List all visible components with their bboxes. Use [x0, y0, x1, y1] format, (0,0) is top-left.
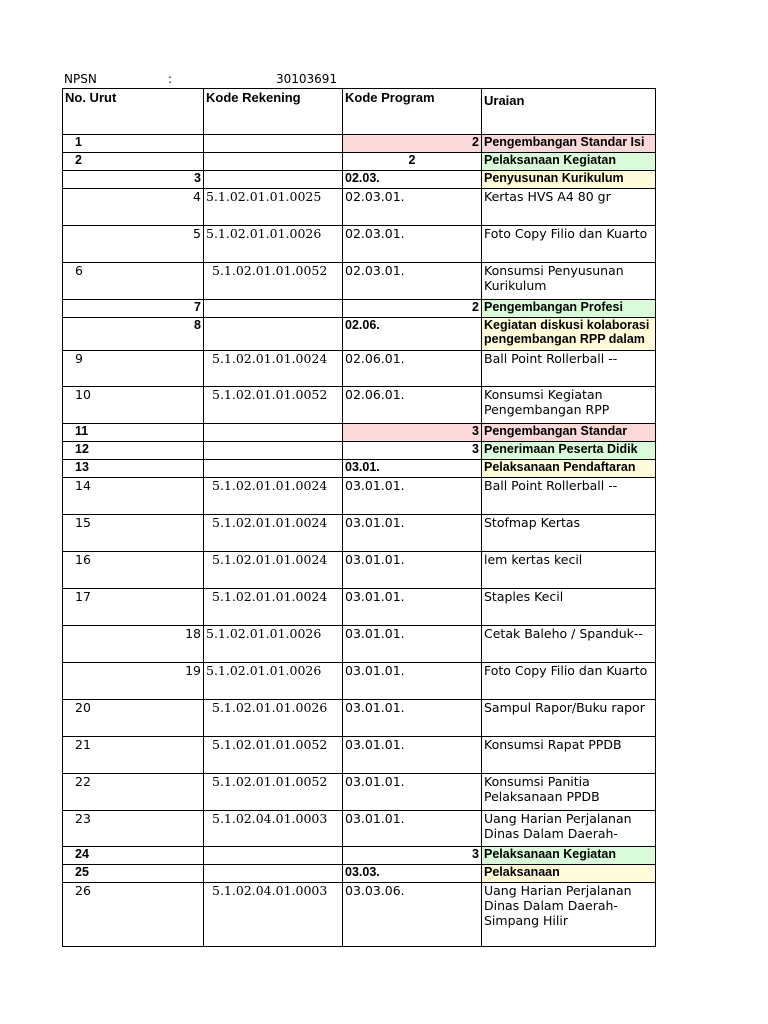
- table-row: [63, 515, 656, 552]
- cell-uraian: Pelaksanaan: [482, 865, 656, 883]
- table-row: [63, 171, 656, 189]
- cell-kode-program: 2: [343, 135, 482, 153]
- table-row: [63, 424, 656, 442]
- cell-kode-program: 02.03.01.: [343, 189, 482, 226]
- npsn-label: NPSN: [64, 72, 97, 86]
- cell-kode-program: 03.01.01.: [343, 700, 482, 737]
- cell-uraian: Uang Harian Perjalanan Dinas Dalam Daerah-Simpang Hilir: [482, 883, 656, 947]
- cell-kode-program: 03.01.01.: [343, 663, 482, 700]
- cell-kode-program: 03.01.01.: [343, 552, 482, 589]
- cell-kode-program: 02.06.01.: [343, 351, 482, 387]
- cell-kode-program: 02.06.: [343, 318, 482, 351]
- table-row: [63, 811, 656, 847]
- cell-no-urut: 23: [63, 811, 204, 847]
- cell-kode-program: 02.03.01.: [343, 263, 482, 300]
- cell-kode-rekening: [204, 460, 343, 478]
- cell-kode-rekening: [204, 300, 343, 318]
- cell-no-urut: 4: [63, 189, 204, 226]
- cell-uraian: Foto Copy Filio dan Kuarto: [482, 663, 656, 700]
- cell-no-urut: 3: [63, 171, 204, 189]
- cell-uraian: Kertas HVS A4 80 gr: [482, 189, 656, 226]
- cell-kode-program: 03.01.01.: [343, 737, 482, 774]
- cell-kode-rekening: 5.1.02.04.01.0003: [204, 883, 343, 947]
- cell-kode-rekening: 5.1.02.01.01.0052: [204, 387, 343, 424]
- cell-kode-rekening: 5.1.02.01.01.0052: [204, 737, 343, 774]
- cell-uraian: Konsumsi Penyusunan Kurikulum: [482, 263, 656, 300]
- cell-kode-program: 3: [343, 847, 482, 865]
- cell-kode-rekening: 5.1.02.01.01.0024: [204, 515, 343, 552]
- cell-kode-program: 03.01.01.: [343, 626, 482, 663]
- cell-no-urut: 21: [63, 737, 204, 774]
- table-row: [63, 153, 656, 171]
- cell-kode-rekening: [204, 135, 343, 153]
- header-uraian: Uraian: [482, 89, 656, 135]
- cell-no-urut: 16: [63, 552, 204, 589]
- header-row: [63, 89, 656, 135]
- cell-uraian: lem kertas kecil: [482, 552, 656, 589]
- table-row: [63, 700, 656, 737]
- cell-uraian: Konsumsi Panitia Pelaksanaan PPDB: [482, 774, 656, 811]
- table-row: [63, 318, 656, 351]
- budget-table: [62, 88, 656, 947]
- cell-uraian: Stofmap Kertas: [482, 515, 656, 552]
- cell-kode-rekening: [204, 424, 343, 442]
- cell-kode-program: 03.03.06.: [343, 883, 482, 947]
- npsn-line: [64, 72, 654, 88]
- cell-no-urut: 5: [63, 226, 204, 263]
- cell-kode-program: 02.06.01.: [343, 387, 482, 424]
- cell-no-urut: 15: [63, 515, 204, 552]
- cell-uraian: Sampul Rapor/Buku rapor: [482, 700, 656, 737]
- cell-uraian: Ball Point Rollerball --: [482, 478, 656, 515]
- cell-uraian: Pelaksanaan Pendaftaran: [482, 460, 656, 478]
- cell-uraian: Pelaksanaan Kegiatan: [482, 847, 656, 865]
- cell-kode-program: 03.01.01.: [343, 478, 482, 515]
- cell-uraian: Uang Harian Perjalanan Dinas Dalam Daerah-: [482, 811, 656, 847]
- cell-uraian: Staples Kecil: [482, 589, 656, 626]
- cell-kode-rekening: 5.1.02.01.01.0026: [204, 626, 343, 663]
- table-row: [63, 135, 656, 153]
- table-row: [63, 737, 656, 774]
- cell-kode-program: 03.01.01.: [343, 515, 482, 552]
- cell-kode-program: 03.03.: [343, 865, 482, 883]
- table-row: [63, 263, 656, 300]
- table-row: [63, 774, 656, 811]
- table-row: [63, 226, 656, 263]
- npsn-colon: :: [168, 72, 173, 86]
- cell-kode-rekening: 5.1.02.01.01.0052: [204, 263, 343, 300]
- table-row: [63, 663, 656, 700]
- cell-uraian: Penerimaan Peserta Didik: [482, 442, 656, 460]
- table-row: [63, 300, 656, 318]
- cell-no-urut: 1: [63, 135, 204, 153]
- cell-uraian: Pelaksanaan Kegiatan: [482, 153, 656, 171]
- cell-uraian: Konsumsi Rapat PPDB: [482, 737, 656, 774]
- header-kode-program: Kode Program: [343, 89, 482, 135]
- table-row: [63, 589, 656, 626]
- cell-no-urut: 8: [63, 318, 204, 351]
- cell-uraian: Foto Copy Filio dan Kuarto: [482, 226, 656, 263]
- cell-kode-rekening: [204, 865, 343, 883]
- table-row: [63, 442, 656, 460]
- cell-no-urut: 20: [63, 700, 204, 737]
- header-kode-rekening: Kode Rekening: [204, 89, 343, 135]
- cell-kode-rekening: [204, 171, 343, 189]
- cell-no-urut: 19: [63, 663, 204, 700]
- cell-kode-rekening: 5.1.02.01.01.0052: [204, 774, 343, 811]
- cell-uraian: Cetak Baleho / Spanduk--: [482, 626, 656, 663]
- cell-kode-program: 3: [343, 424, 482, 442]
- table-row: [63, 865, 656, 883]
- cell-kode-rekening: 5.1.02.01.01.0026: [204, 700, 343, 737]
- cell-kode-program: 03.01.01.: [343, 774, 482, 811]
- cell-no-urut: 6: [63, 263, 204, 300]
- cell-uraian: Konsumsi Kegiatan Pengembangan RPP: [482, 387, 656, 424]
- cell-uraian: Pengembangan Standar: [482, 424, 656, 442]
- cell-no-urut: 2: [63, 153, 204, 171]
- cell-kode-rekening: 5.1.02.01.01.0024: [204, 478, 343, 515]
- cell-no-urut: 17: [63, 589, 204, 626]
- npsn-value: 30103691: [276, 72, 338, 86]
- cell-kode-rekening: 5.1.02.01.01.0025: [204, 189, 343, 226]
- cell-uraian: Pengembangan Standar Isi: [482, 135, 656, 153]
- cell-kode-rekening: 5.1.02.01.01.0026: [204, 663, 343, 700]
- table-row: [63, 847, 656, 865]
- cell-no-urut: 22: [63, 774, 204, 811]
- cell-no-urut: 25: [63, 865, 204, 883]
- table-row: [63, 552, 656, 589]
- cell-kode-rekening: [204, 318, 343, 351]
- cell-no-urut: 13: [63, 460, 204, 478]
- cell-kode-program: 03.01.01.: [343, 589, 482, 626]
- cell-no-urut: 18: [63, 626, 204, 663]
- cell-kode-program: 02.03.: [343, 171, 482, 189]
- cell-kode-rekening: 5.1.02.01.01.0026: [204, 226, 343, 263]
- cell-kode-program: 2: [343, 153, 482, 171]
- cell-no-urut: 12: [63, 442, 204, 460]
- cell-kode-program: 03.01.: [343, 460, 482, 478]
- cell-no-urut: 10: [63, 387, 204, 424]
- cell-no-urut: 7: [63, 300, 204, 318]
- table-row: [63, 626, 656, 663]
- table-row: [63, 478, 656, 515]
- cell-no-urut: 14: [63, 478, 204, 515]
- table-row: [63, 460, 656, 478]
- table-row: [63, 351, 656, 387]
- cell-kode-rekening: [204, 847, 343, 865]
- cell-uraian: Kegiatan diskusi kolaborasi pengembangan RPP dalam: [482, 318, 656, 351]
- cell-uraian: Ball Point Rollerball --: [482, 351, 656, 387]
- table-row: [63, 387, 656, 424]
- cell-kode-program: 03.01.01.: [343, 811, 482, 847]
- cell-no-urut: 24: [63, 847, 204, 865]
- cell-kode-rekening: 5.1.02.04.01.0003: [204, 811, 343, 847]
- cell-kode-program: 2: [343, 300, 482, 318]
- header-no-urut: No. Urut: [63, 89, 204, 135]
- cell-kode-program: 3: [343, 442, 482, 460]
- cell-kode-rekening: 5.1.02.01.01.0024: [204, 589, 343, 626]
- table-row: [63, 189, 656, 226]
- cell-kode-rekening: [204, 153, 343, 171]
- cell-kode-rekening: 5.1.02.01.01.0024: [204, 552, 343, 589]
- cell-uraian: Pengembangan Profesi: [482, 300, 656, 318]
- cell-uraian: Penyusunan Kurikulum: [482, 171, 656, 189]
- cell-kode-program: 02.03.01.: [343, 226, 482, 263]
- cell-no-urut: 9: [63, 351, 204, 387]
- cell-kode-rekening: [204, 442, 343, 460]
- cell-no-urut: 11: [63, 424, 204, 442]
- table-row: [63, 883, 656, 947]
- cell-no-urut: 26: [63, 883, 204, 947]
- cell-kode-rekening: 5.1.02.01.01.0024: [204, 351, 343, 387]
